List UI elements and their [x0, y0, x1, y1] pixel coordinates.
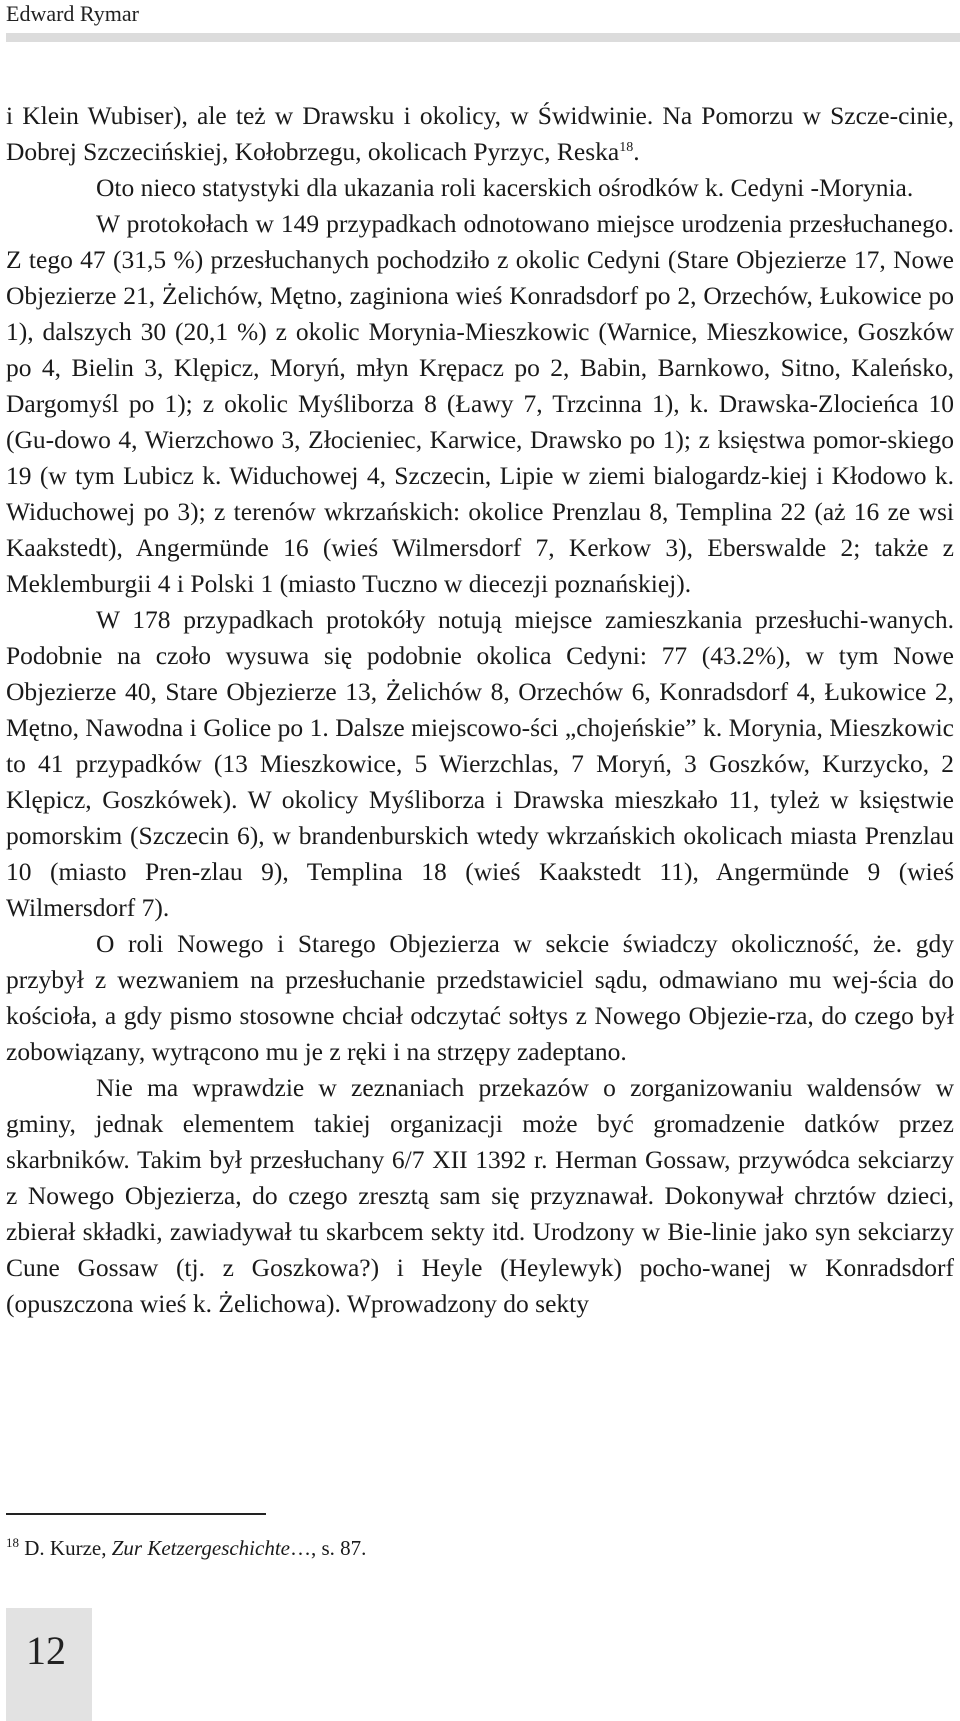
paragraph: O roli Nowego i Starego Objezierza w sekcie świadczy okoliczność, że. gdy przybył z wezwaniem na przesłuchanie przedstawiciel sądu, odmawiano mu wej-ścia do kościoła, a gdy pismo stosowne chciał odczytać sołtys z Nowego Objezie-rza, do czego był zobowiązany, wytrącono mu je z ręki i na strzępy zadeptano.	[6, 929, 954, 1066]
paragraph: Nie ma wprawdzie w zeznaniach przekazów o zorganizowaniu waldensów w gminy, jednak elementem takiej organizacji może być gromadzenie datków przez skarbników. Takim był przesłuchany 6/7 XII 1392 r. Herman Gossaw, przywódca sekciarzy z Nowego Objezierza, do czego zresztą sam się przyznawał. Dokonywał chrztów dzieci, zbierał składki, zawiadywał tu skarbcem sekty itd. Urodzony w Bie-linie jako syn sekciarzy Cune Gossaw (tj. z Goszkowa?) i Heyle (Heylewyk) pocho-wanej w Konradsdorf (opuszczona wieś k. Żelichowa). Wprowadzony do sekty	[6, 1073, 954, 1318]
running-head: Edward Rymar	[6, 1, 139, 26]
footnote	[6, 1535, 366, 1561]
paragraph: Oto nieco statystyki dla ukazania roli kacerskich ośrodków k. Cedyni -Morynia.	[96, 173, 914, 202]
footnote-number: 18	[6, 1535, 19, 1550]
footnote-rest: …, s. 87.	[290, 1536, 367, 1560]
footnote-author: D. Kurze,	[24, 1536, 107, 1560]
paragraph: W protokołach w 149 przypadkach odnotowano miejsce urodzenia przesłuchanego. Z tego 47 (31,5 %) przesłuchanych pochodziło z okolic Cedyni (Stare Objezierze 17, Nowe Objezierze 21, Żelichów, Mętno, zaginiona wieś Konradsdorf po 2, Orzechów, Łukowice po 1), dalszych 30 (20,1 %) z okolic Morynia-Mieszkowic (Warnice, Mieszkowice, Goszków po 4, Bielin 3, Klępicz, Moryń, młyn Krępacz po 2, Babin, Barnkowo, Sitno, Kaleńsko, Dargomyśl po 1); z okolic Myśliborza 8 (Ławy 7, Trzcinna 1), k. Drawska-Zlocieńca 10 (Gu-dowo 4, Wierzchowo 3, Złocieniec, Karwice, Drawsko po 1); z księstwa pomor-skiego 19 (w tym Lubicz k. Widuchowej 4, Szczecin, Lipie w ziemi bialogardz-kiej i Kłodowo k. Widuchowej po 3); z terenów wkrzańskich: okolice Prenzlau 8, Templina 22 (aż 16 ze wsi Kaakstedt), Angermünde 16 (wieś Wilmersdorf 7, Kerkow 3), Eberswalde 2; także z Meklemburgii 4 i Polski 1 (miasto Tuczno w diecezji poznańskiej).	[6, 209, 954, 598]
body-text	[6, 98, 954, 1322]
paragraph: i Klein Wubiser), ale też w Drawsku i okolicy, w Świdwinie. Na Pomorzu w Szcze-cinie, Dobrej Szczecińskiej, Kołobrzegu, okolicach Pyrzyc, Reska$^{18}$.	[6, 101, 954, 166]
paragraph: W 178 przypadkach protokóły notują miejsce zamieszkania przesłuchi-wanych. Podobnie na czoło wysuwa się podobnie okolica Cedyni: 77 (43.2%), w tym Nowe Objezierze 40, Stare Objezierze 13, Żelichów 8, Orzechów 6, Konradsdorf 4, Łukowice 2, Mętno, Nawodna i Golice po 1. Dalsze miejscowo-ści „chojeńskie” k. Morynia, Mieszkowic to 41 przypadków (13 Mieszkowice, 5 Wierzchlas, 7 Moryń, 3 Goszków, Kurzycko, 2 Klępicz, Goszkówek). W okolicy Myśliborza i Drawska mieszkało 11, tyleż w księstwie pomorskim (Szczecin 6), w brandenburskich wtedy wkrzańskich okolicach miasta Prenzlau 10 (miasto Pren-zlau 9), Templina 18 (wieś Kaakstedt 11), Angermünde 9 (wieś Wilmersdorf 7).	[6, 605, 954, 922]
footnote-rule	[6, 1513, 266, 1515]
header-rule	[6, 33, 960, 42]
footnote-ref[interactable]: 18	[619, 140, 634, 155]
page-number: 12	[26, 1628, 66, 1673]
footnote-title: Zur Ketzergeschichte	[111, 1536, 290, 1560]
